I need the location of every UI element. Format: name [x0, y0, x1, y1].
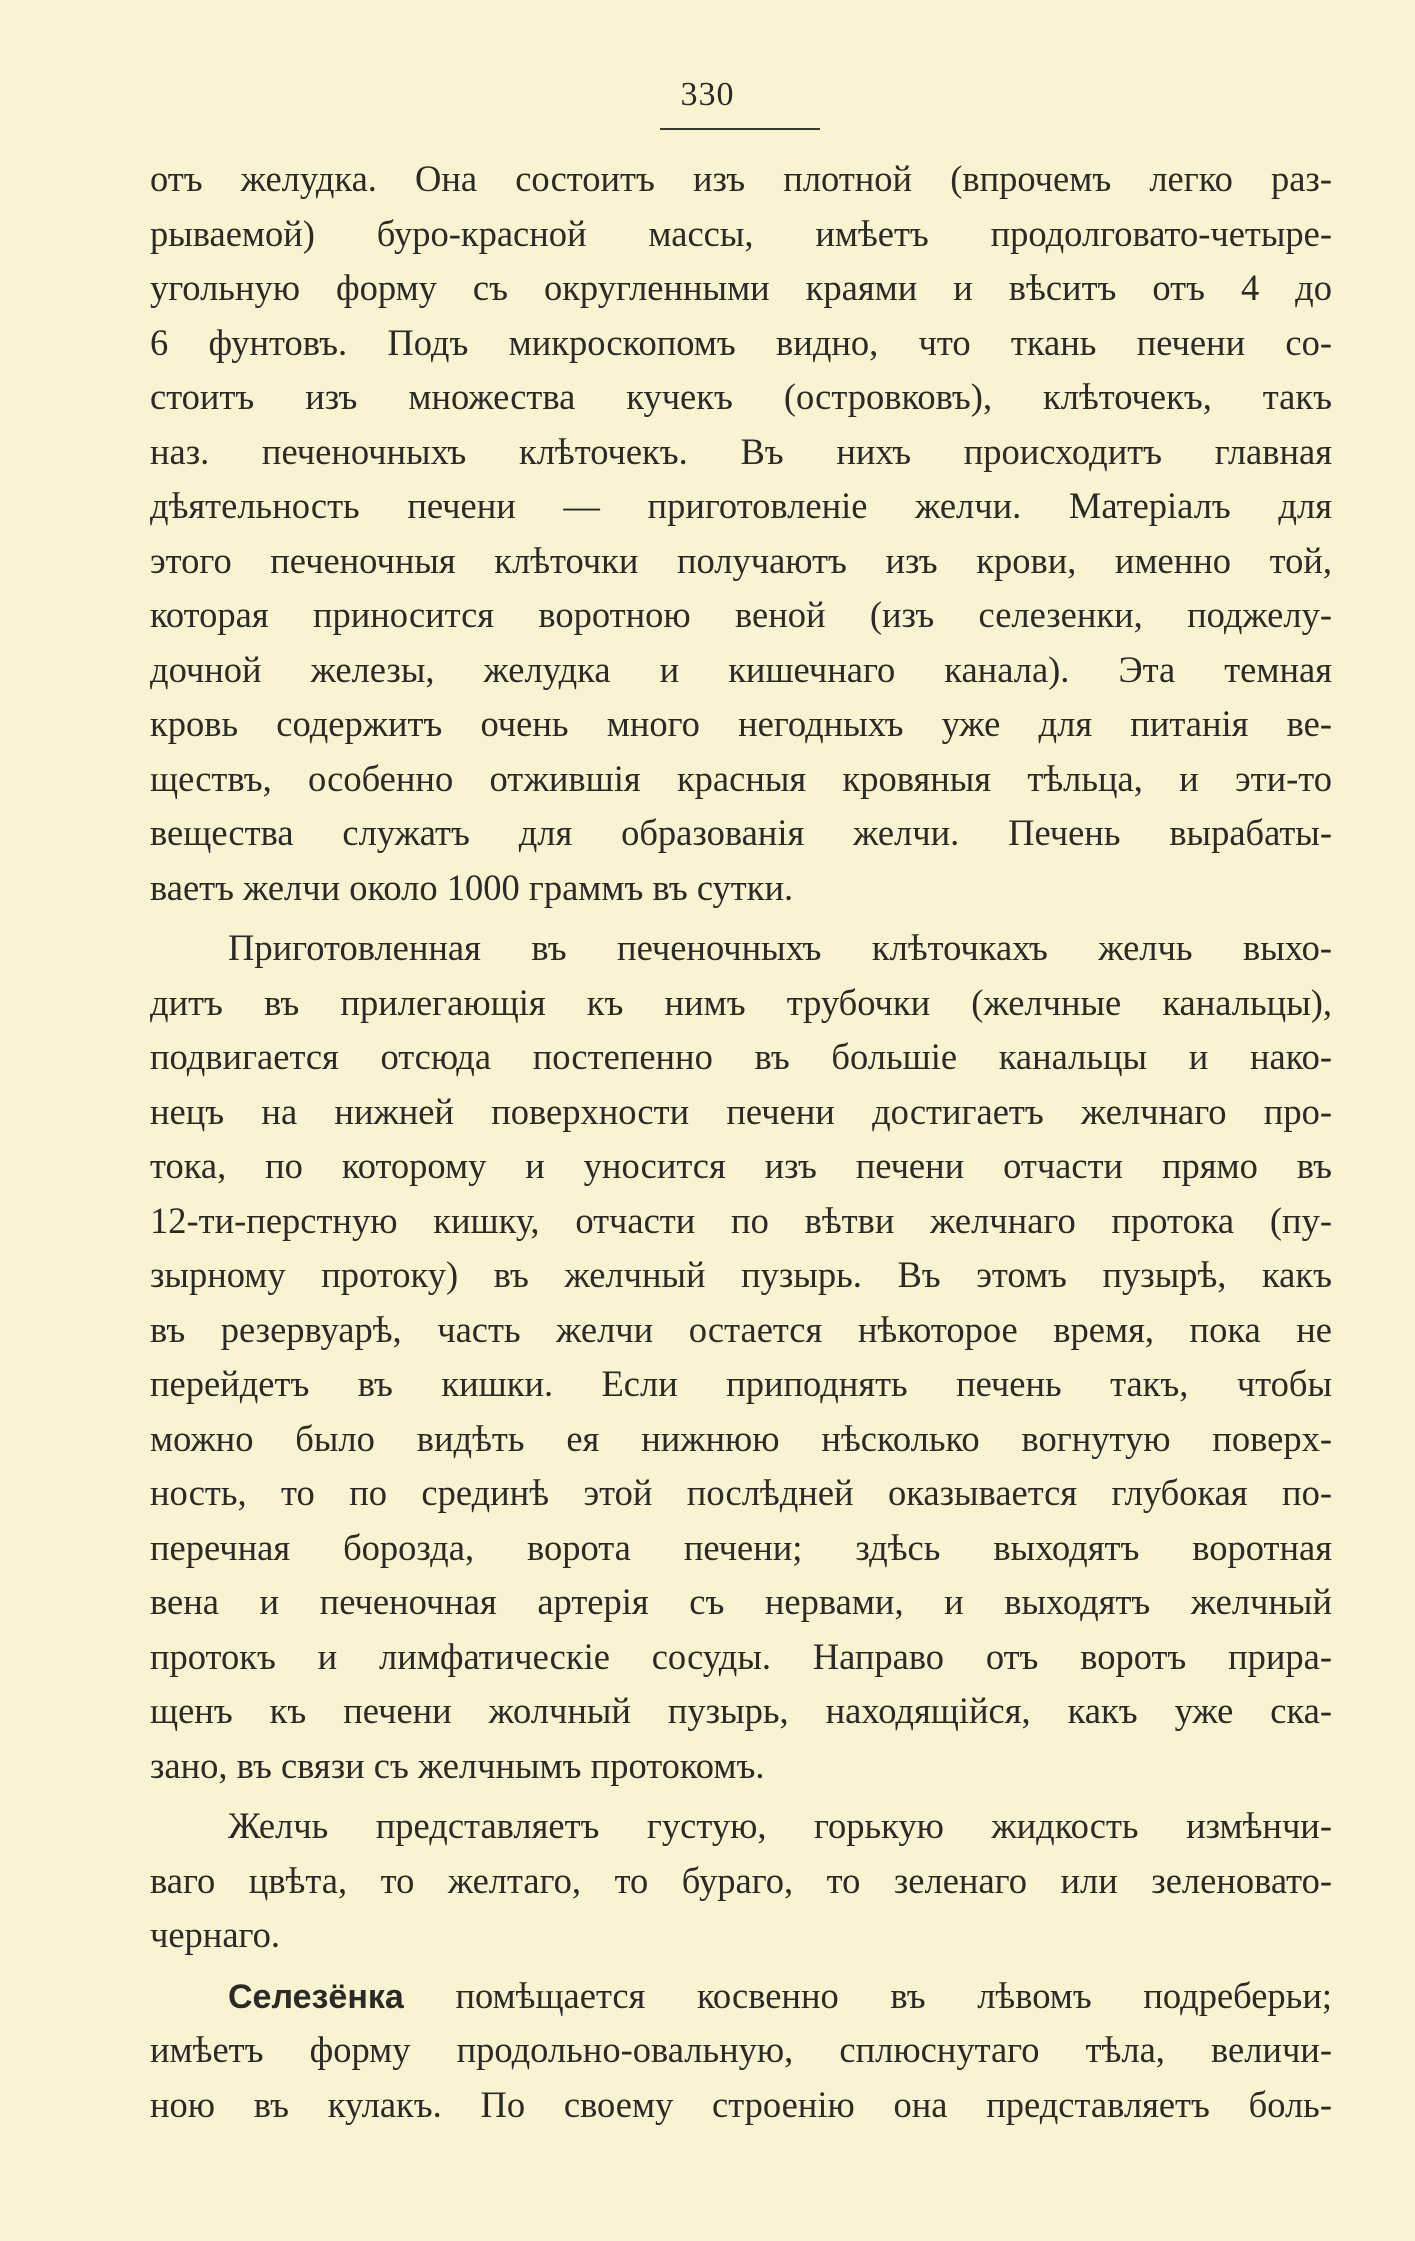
text-line: которая приносится воротною веной (изъ селезенки, поджелу- — [150, 594, 1332, 635]
text-line — [150, 1969, 1332, 2024]
text-line: въ резервуарѣ, часть желчи остается нѣкоторое время, пока не — [150, 1308, 1332, 1350]
text-line: протокъ и лимфатическіе сосуды. Направо отъ воротъ прира- — [150, 1635, 1332, 1677]
text-line: чернаго. — [150, 1914, 280, 1955]
text-line: подвигается отсюда постепенно въ большіе канальцы и нако- — [150, 1036, 1332, 1077]
text-line: вещества служатъ для образованія желчи. Печень вырабаты- — [150, 812, 1332, 853]
text-line: перейдетъ въ кишки. Если приподнять печень такъ, чтобы — [150, 1363, 1332, 1404]
page-number: 330 — [680, 76, 735, 113]
text-line: 12-ти-перстную кишку, отчасти по вѣтви желчнаго протока (пу- — [150, 1199, 1332, 1241]
text-line: ною въ кулакъ. По своему строенію она представляетъ боль- — [150, 2083, 1332, 2125]
text-line: дѣятельность печени — приготовленіе желчи. Матеріалъ для — [150, 485, 1332, 526]
text-line: 6 фунтовъ. Подъ микроскопомъ видно, что ткань печени со- — [150, 321, 1332, 363]
text-line: перечная борозда, ворота печени; здѣсь выходятъ воротная — [150, 1526, 1332, 1568]
text-line-rest: помѣщается косвенно въ лѣвомъ подреберьи; — [455, 1974, 1332, 2016]
text-line: ваетъ желчи около 1000 граммъ въ сутки. — [150, 866, 794, 908]
paragraph-spleen — [150, 1969, 1332, 2133]
paragraph-liver-structure — [150, 152, 1332, 915]
text-line: зырному протоку) въ желчный пузырь. Въ этомъ пузырѣ, какъ — [150, 1254, 1332, 1295]
text-line: можно было видѣть ея нижнюю нѣсколько вогнутую поверх- — [150, 1417, 1332, 1459]
text-line: тока, по которому и уносится изъ печени отчасти прямо въ — [150, 1145, 1332, 1186]
text-line: имѣетъ форму продольно-овальную, сплюснутаго тѣла, величи- — [150, 2029, 1332, 2070]
text-line: зано, въ связи съ желчнымъ протокомъ. — [150, 1744, 765, 1786]
text-line: ваго цвѣта, то желтаго, то бураго, то зеленаго или зеленовато- — [150, 1859, 1332, 1901]
text-line: вена и печеночная артерія съ нервами, и выходятъ желчный — [150, 1581, 1332, 1622]
body-text — [150, 152, 1332, 2132]
term-spleen: Селезёнка — [228, 1977, 404, 2016]
text-line: Желчь представляетъ густую, горькую жидкость измѣнчи- — [228, 1805, 1332, 1846]
text-line: ность, то по срединѣ этой послѣдней оказывается глубокая по- — [150, 1472, 1332, 1513]
text-line: нецъ на нижней поверхности печени достигаетъ желчнаго про- — [150, 1090, 1332, 1132]
text-line: дочной железы, желудка и кишечнаго канала). Эта темная — [150, 648, 1332, 690]
text-line: стоитъ изъ множества кучекъ (островковъ), клѣточекъ, такъ — [150, 376, 1332, 417]
text-line: кровь содержитъ очень много негодныхъ уже для питанія ве- — [150, 703, 1332, 744]
text-line: дитъ въ прилегающія къ нимъ трубочки (желчные канальцы), — [150, 981, 1332, 1023]
page-number-rule — [660, 128, 820, 130]
text-line: этого печеночныя клѣточки получаютъ изъ крови, именно той, — [150, 539, 1332, 581]
text-line: рываемой) буро-красной массы, имѣетъ продолговато-четыре- — [150, 212, 1332, 254]
text-line: угольную форму съ округленными краями и вѣситъ отъ 4 до — [150, 267, 1332, 308]
text-line: наз. печеночныхъ клѣточекъ. Въ нихъ происходитъ главная — [150, 430, 1332, 472]
paragraph-bile-description — [150, 1799, 1332, 1963]
text-line: отъ желудка. Она состоитъ изъ плотной (впрочемъ легко раз- — [150, 158, 1332, 199]
text-line: щенъ къ печени жолчный пузырь, находящійся, какъ уже ска- — [150, 1690, 1332, 1731]
text-line: ществъ, особенно отжившія красныя кровяныя тѣльца, и эти-то — [150, 757, 1332, 799]
paragraph-bile-path — [150, 921, 1332, 1793]
text-line: Приготовленная въ печеночныхъ клѣточкахъ желчь выхо- — [228, 927, 1332, 968]
